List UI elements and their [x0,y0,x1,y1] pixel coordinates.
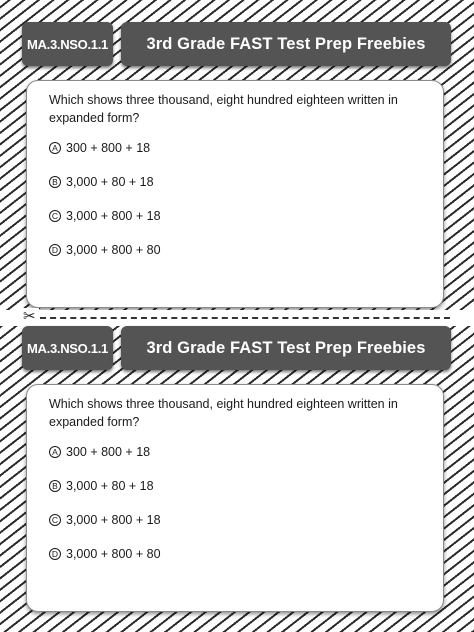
choice-text: 3,000 + 80 + 18 [66,175,154,189]
standard-badge: MA.3.NSO.1.1 [22,326,113,370]
choice-text: 300 + 800 + 18 [66,141,151,155]
choice-letter-circle: B [49,176,61,188]
question-text: Which shows three thousand, eight hundred eighteen written in expanded form? [49,397,398,429]
choice-text: 300 + 800 + 18 [66,445,151,459]
choice-text: 3,000 + 800 + 18 [66,513,161,527]
answer-choice-a[interactable] [49,141,150,155]
choice-text: 3,000 + 800 + 18 [66,209,161,223]
card-title: 3rd Grade FAST Test Prep Freebies [121,22,451,66]
choice-letter-circle: D [49,244,61,256]
choice-text: 3,000 + 800 + 80 [66,547,161,561]
answer-choice-d[interactable] [49,243,161,257]
choice-letter-circle: D [49,548,61,560]
task-card-bottom [22,326,452,614]
scissors-icon: ✂ [20,308,39,326]
choice-letter-circle: C [49,210,61,222]
cut-line-divider [0,310,474,326]
choice-letter-circle: A [49,446,61,458]
standard-badge: MA.3.NSO.1.1 [22,22,113,66]
question-box [26,384,444,612]
card-title: 3rd Grade FAST Test Prep Freebies [121,326,451,370]
answer-choice-c[interactable] [49,209,161,223]
choice-letter-circle: A [49,142,61,154]
answer-choice-b[interactable] [49,479,154,493]
choice-letter-circle: C [49,514,61,526]
answer-choice-c[interactable] [49,513,161,527]
dashed-cut-line [40,317,450,319]
question-text: Which shows three thousand, eight hundred eighteen written in expanded form? [49,93,398,125]
task-card-top [22,22,452,310]
choice-text: 3,000 + 80 + 18 [66,479,154,493]
choice-letter-circle: B [49,480,61,492]
answer-choice-b[interactable] [49,175,154,189]
answer-choice-d[interactable] [49,547,161,561]
question-box [26,80,444,308]
answer-choice-a[interactable] [49,445,150,459]
choice-text: 3,000 + 800 + 80 [66,243,161,257]
